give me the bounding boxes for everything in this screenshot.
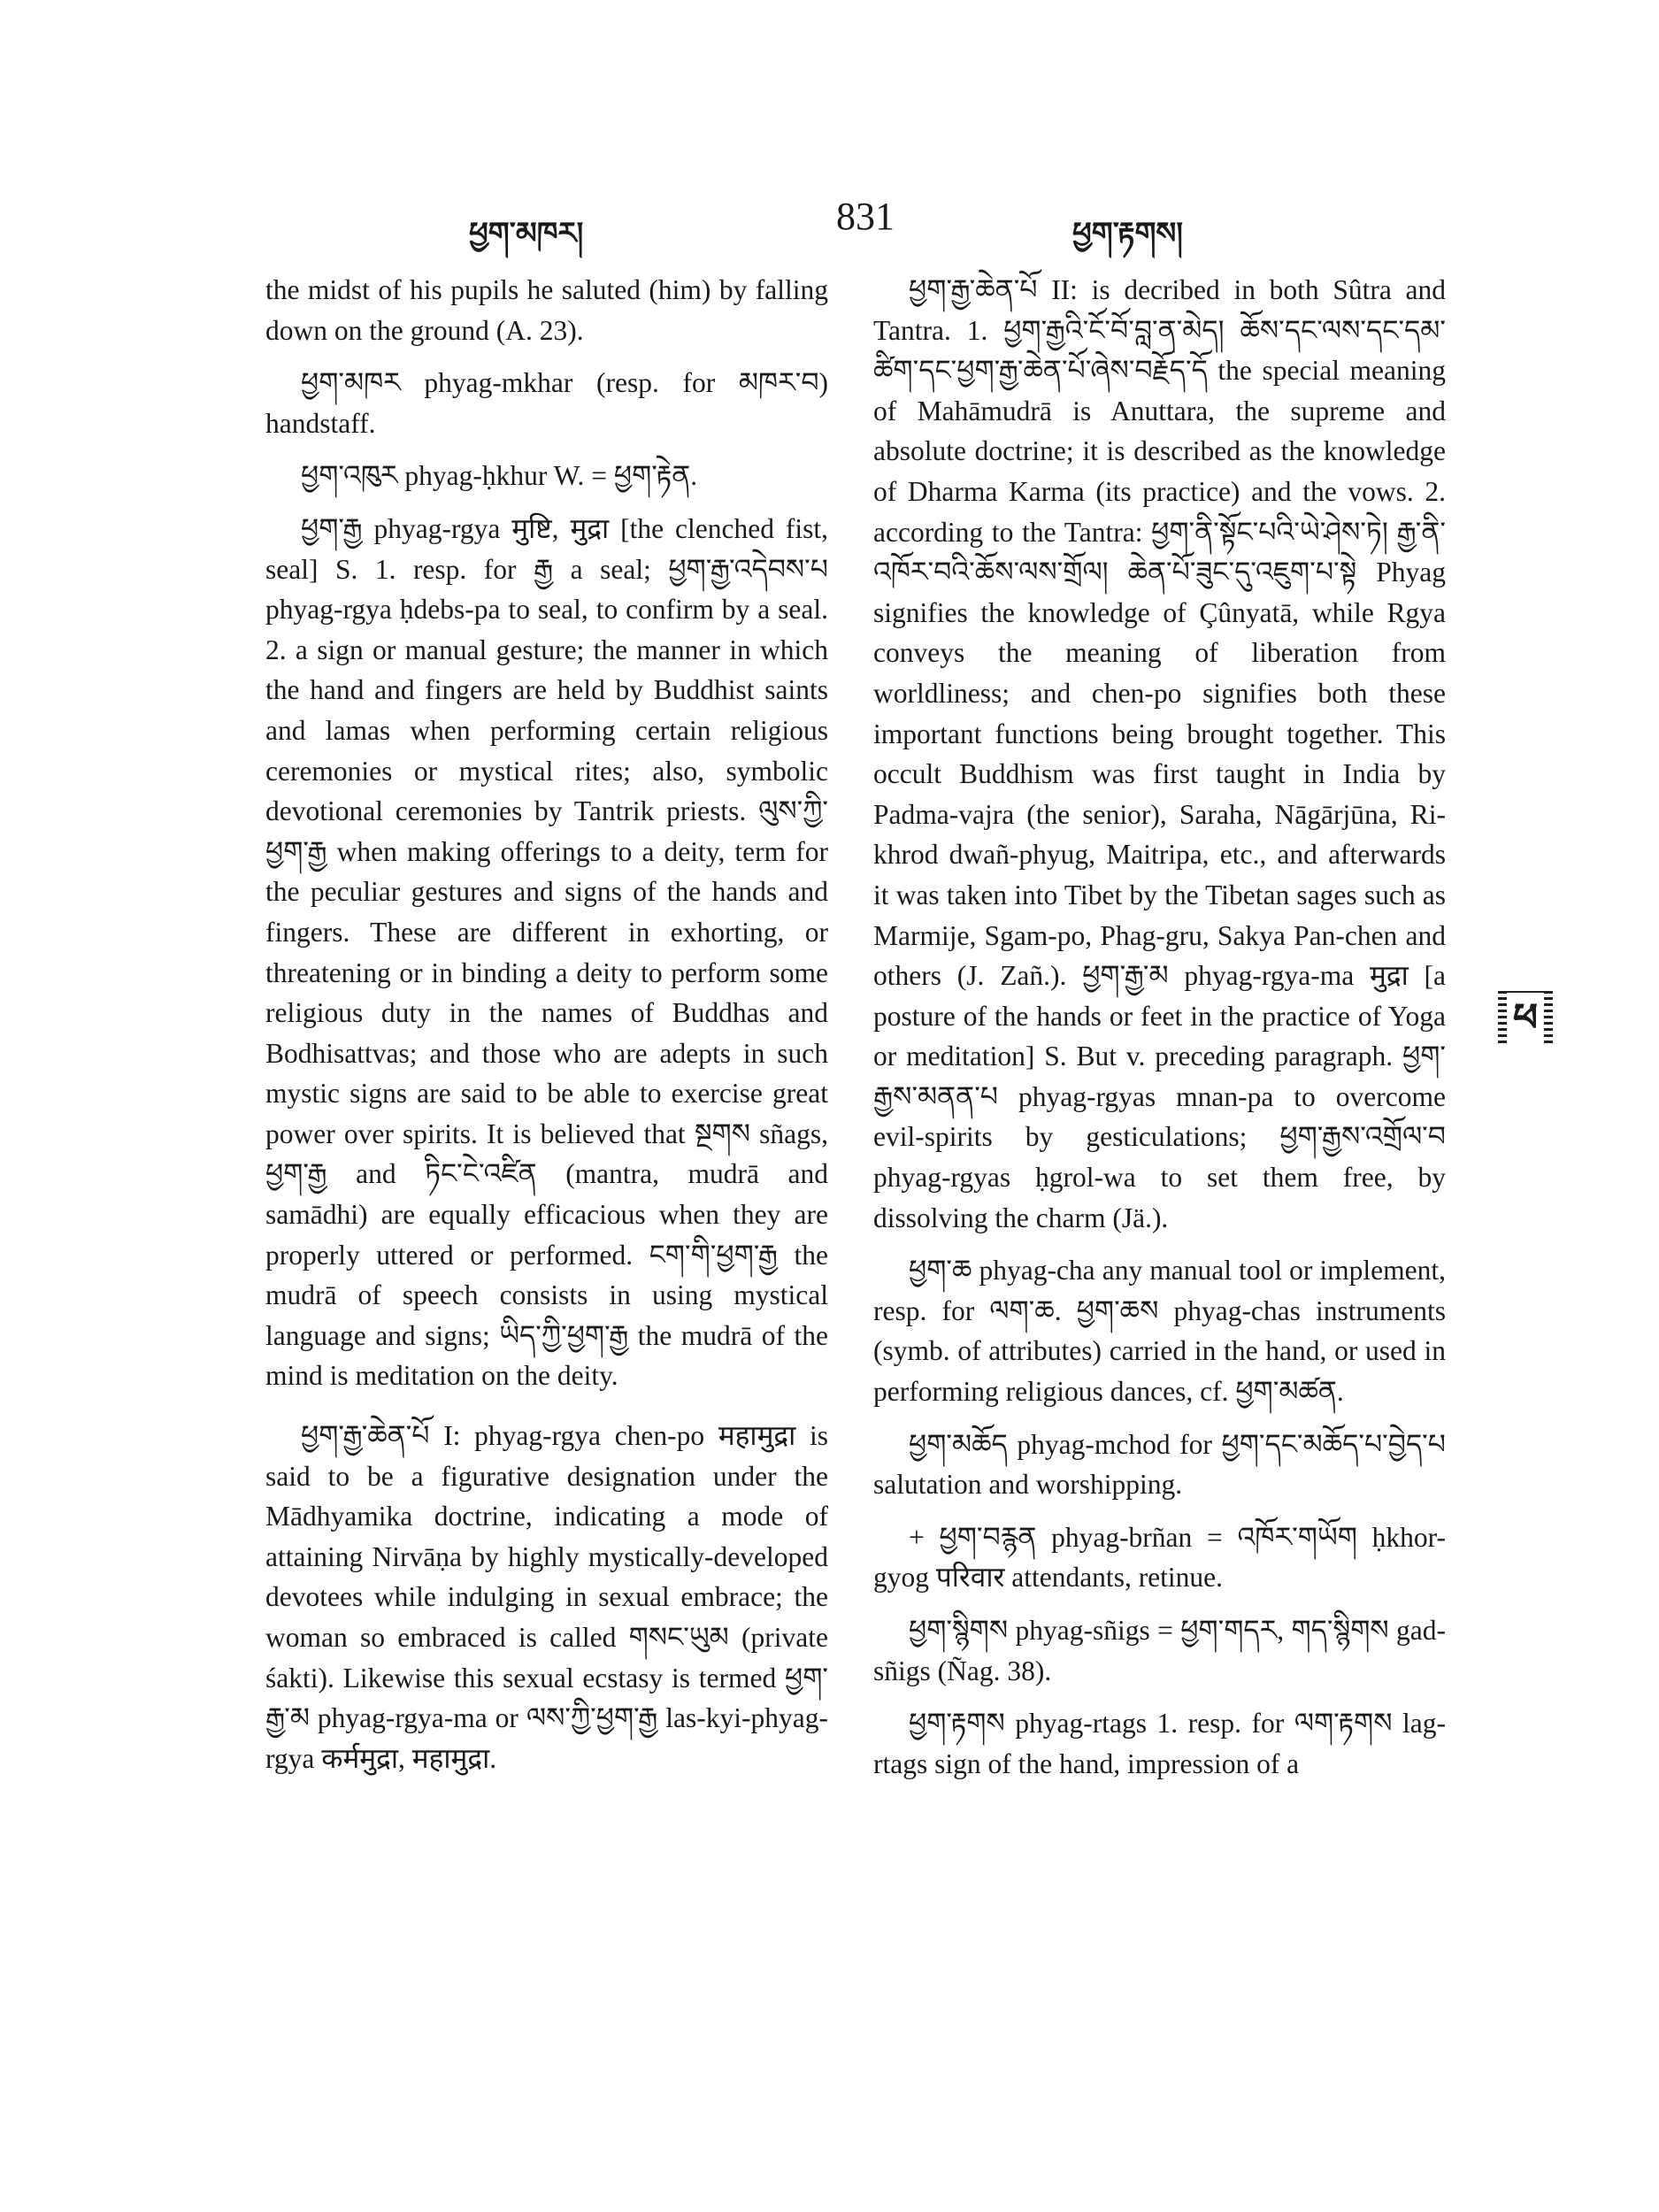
entry-phyag-brnan: + ཕྱག་བརྙན phyag-brñan = འཁོར་གཡོག ḥkhor-gyog परिवार attendants, retinue.: [873, 1521, 1446, 1594]
thumb-index-tab: [1498, 991, 1553, 1046]
thumb-index-letter: ཕ: [1507, 993, 1544, 1044]
right-column: [873, 270, 1446, 1796]
entry-continuation: the midst of his pupils he saluted (him) by falling down on the ground (A. 23).: [265, 274, 828, 346]
entry-phyag-rgya-chen-po-2: ཕྱག་རྒྱ་ཆེན་པོ II: is decribed in both Sûtra and Tantra. 1. ཕྱག་རྒྱའི་ངོ་བོ་བླ་ན་མེད། ཆོས་དང་ལས་དང་དམ་ཚིག་དང་ཕྱག་རྒྱ་ཆེན་པོ་ཞེས་བརྗོད་དོ the special meaning of Mahāmudrā is Anuttara, the supreme and absolute doctrine; it is described as the knowledge of Dharma Karma (its practice) and the vows. 2. according to the Tantra: ཕྱག་ནི་སྟོང་པའི་ཡེ་ཤེས་ཏེ། རྒྱ་ནི་འཁོར་བའི་ཆོས་ལས་གྲོལ། ཆེན་པོ་ཟུང་དུ་འཇུག་པ་སྟེ Phyag signifies the knowledge of Çûnyatā, while Rgya conveys the meaning of liberation from worldliness; and chen-po signifies both these important functions being brought together. This occult Buddhism was first taught in India by Padma-vajra (the senior), Saraha, Nāgārjūna, Ri-khrod dwañ-phyug, Maitripa, etc., and afterwards it was taken into Tibet by the Tibetan sages such as Marmije, Sgam-po, Phag-gru, Sakya Pan-chen and others (J. Zañ.). ཕྱག་རྒྱ་མ phyag-rgya-ma मुद्रा [a posture of the hands or feet in the practice of Yoga or meditation] S. But v. preceding paragraph. ཕྱག་རྒྱས་མནན་པ phyag-rgyas mnan-pa to overcome evil-spirits by gesticulations; ཕྱག་རྒྱས་འགྲོལ་བ phyag-rgyas ḥgrol-wa to set them free, by dissolving the charm (Jä.).: [873, 274, 1446, 1233]
entry-phyag-cha: ཕྱག་ཆ phyag-cha any manual tool or implement, resp. for ལག་ཆ. ཕྱག་ཆས phyag-chas instruments (symb. of attributes) carried in the hand, or used in performing religious dances, cf. ཕྱག་མཚན.: [873, 1255, 1446, 1408]
right-guide-word: ཕྱག་རྟགས།: [1072, 218, 1183, 250]
entry-phyag-rgya-chen-po-1: ཕྱག་རྒྱ་ཆེན་པོ I: phyag-rgya chen-po महामुद्रा is said to be a figurative designation under the Mādhyamika doctrine, indicating a mode of attaining Nirvāṇa by highly mystically-developed devotees while indulging in sexual embrace; the woman so embraced is called གསང་ཡུམ (private śakti). Likewise this sexual ecstasy is termed ཕྱག་རྒྱ་མ phyag-rgya-ma or ལས་ཀྱི་ཕྱག་རྒྱ las-kyi-phyag-rgya कर्ममुद्रा, महामुद्रा.: [265, 1420, 828, 1774]
page-number: 831: [836, 195, 895, 238]
left-column: [265, 270, 828, 1791]
entry-phyag-mkhar: ཕྱག་མཁར phyag-mkhar (resp. for མཁར་བ) handstaff.: [265, 367, 828, 439]
entry-phyag-mchod: ཕྱག་མཆོད phyag-mchod for ཕྱག་དང་མཆོད་པ་བྱེད་པ salutation and worshipping.: [873, 1428, 1446, 1501]
entry-phyag-rgya: ཕྱག་རྒྱ phyag-rgya मुष्टि, मुद्रा [the clenched fist, seal] S. 1. resp. for རྒྱ a seal; ཕྱག་རྒྱ་འདེབས་པ phyag-rgya ḥdebs-pa to seal, to confirm by a seal. 2. a sign or manual gesture; the manner in which the hand and fingers are held by Buddhist saints and lamas when performing certain religious ceremonies or mystical rites; also, symbolic devotional ceremonies by Tantrik priests. ལུས་ཀྱི་ཕྱག་རྒྱ when making offerings to a deity, term for the peculiar gestures and signs of the hands and fingers. These are different in exhorting, or threatening or in binding a deity to perform some religious duty in the names of Buddhas and Bodhisattvas; and those who are adepts in such mystic signs are said to be able to exercise great power over spirits. It is believed that སྔགས sñags, ཕྱག་རྒྱ and ཏིང་ངེ་འཛིན (mantra, mudrā and samādhi) are equally efficacious when they are properly uttered or performed. ངག་གི་ཕྱག་རྒྱ the mudrā of speech consists in using mystical language and signs; ཡིད་ཀྱི་ཕྱག་རྒྱ the mudrā of the mind is meditation on the deity.: [265, 512, 828, 1392]
left-guide-word: ཕྱག་མཁར།: [469, 218, 584, 250]
entry-phyag-hkhur: ཕྱག་འཁུར phyag-ḥkhur W. = ཕྱག་རྟེན.: [301, 460, 698, 492]
entry-phyag-snigs: ཕྱག་སྙིགས phyag-sñigs = ཕྱག་གདར, གད་སྙིགས gad-sñigs (Ñag. 38).: [873, 1615, 1446, 1686]
page-header: [0, 195, 1659, 252]
entry-phyag-rtags: ཕྱག་རྟགས phyag-rtags 1. resp. for ལག་རྟགས lag-rtags sign of the hand, impression of a: [873, 1708, 1446, 1779]
